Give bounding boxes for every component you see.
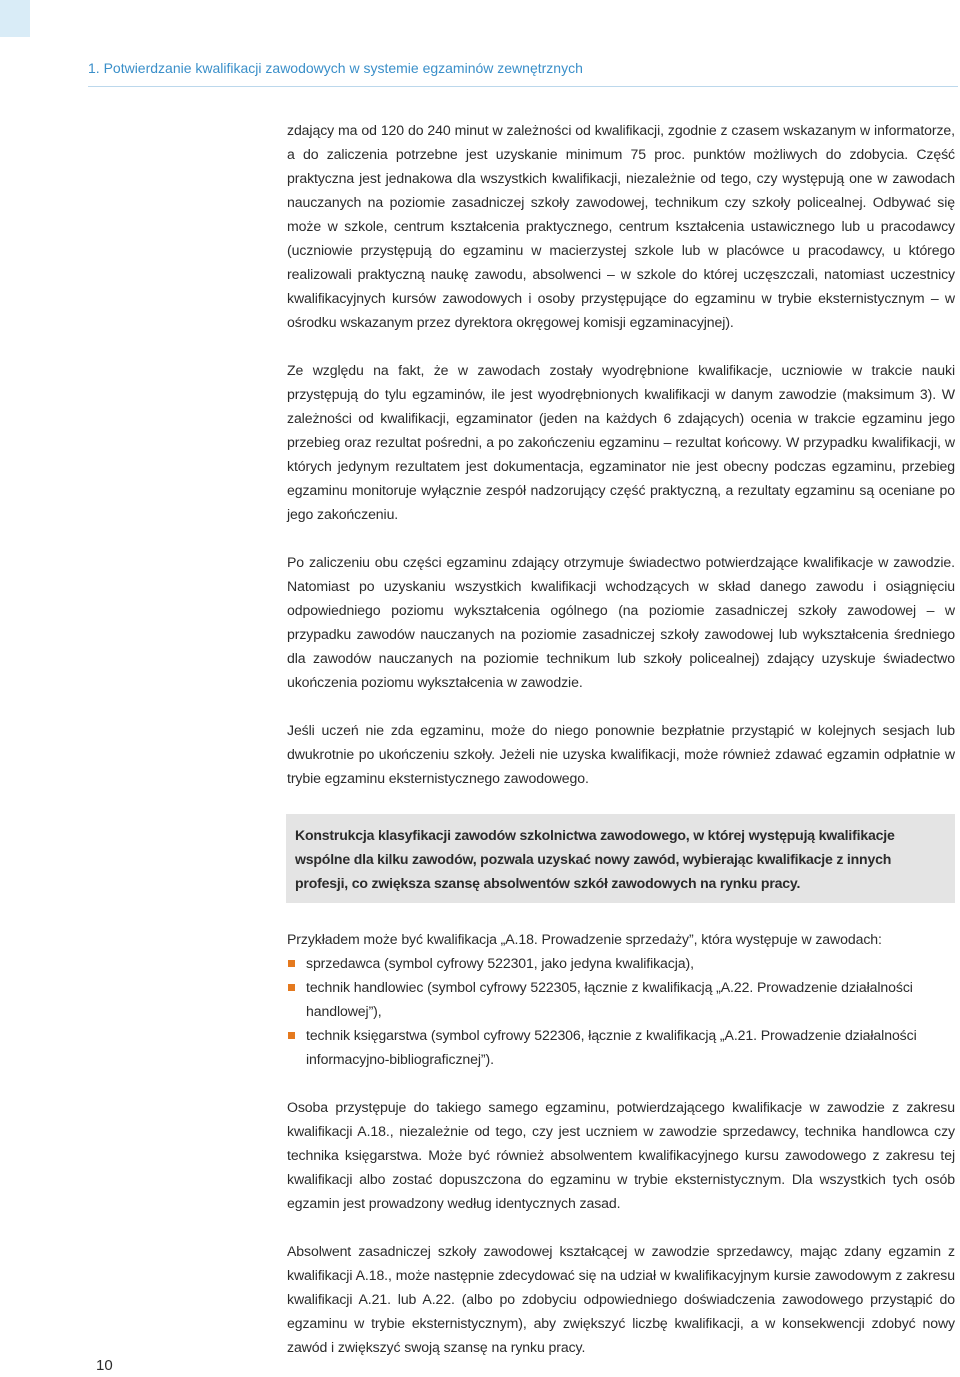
list-item: sprzedawca (symbol cyfrowy 522301, jako jedyna kwalifikacja), [287, 951, 955, 975]
paragraph-graduate: Absolwent zasadniczej szkoły zawodowej kształcącej w zawodzie sprzedawcy, mając zdany egzamin z kwalifikacji A.18., może następnie zdecydować się na udział w kwalifikacyjnym kursie zawodowym z zakresu kwalifikacji A.21. lub A.22. (albo po zdobyciu odpowiedniego doświadczenia zawodowego przystąpić do egzaminu w trybie eksternistycznym), aby zwiększyć liczbę kwalifikacji, a w konsekwencji zdobyć nowy zawód i zwiększyć swoją szansę na rynku pracy. [287, 1243, 955, 1355]
highlight-text: Konstrukcja klasyfikacji zawodów szkolnictwa zawodowego, w której występują kwalifikacje wspólne dla kilku zawodów, pozwala uzyskać nowy zawód, wybierając kwalifikacje z innych profesji, co zwiększa szansę absolwentów szkół zawodowych na rynku pracy. [295, 827, 895, 891]
page-number: 10 [96, 1357, 113, 1374]
paragraph-retake: Jeśli uczeń nie zda egzaminu, może do niego ponownie bezpłatnie przystąpić w kolejnych sesjach lub dwukrotnie po ukończeniu szkoły. Jeżeli nie uzyska kwalifikacji, może również zdawać egzamin odpłatnie w trybie egzaminu eksternistycznego zawodowego. [287, 722, 955, 786]
paragraph-certificate: Po zaliczeniu obu części egzaminu zdający otrzymuje świadectwo potwierdzające kwalifikacje w zawodzie. Natomiast po uzyskaniu wszystkich kwalifikacji wchodzących w skład danego zawodu i osiągnięciu odpowiedniego poziomu wykształcenia ogólnego (na poziomie zasadniczej szkoły zawodowej – w przypadku zawodów nauczanych na poziomie zasadniczej szkoły zawodowej lub wykształcenia średniego dla zawodów nauczanych na poziomie technikum lub szkoły policealnej) zdający uzyskuje świadectwo ukończenia poziomu wykształcenia w zawodzie. [287, 554, 955, 690]
corner-decoration [0, 0, 30, 37]
chapter-title: 1. Potwierdzanie kwalifikacji zawodowych w systemie egzaminów zewnętrznych [88, 60, 583, 76]
highlight-box [286, 814, 955, 903]
header-divider [88, 86, 958, 87]
main-content [287, 118, 955, 1359]
bullet-square-icon [288, 960, 295, 967]
list-item: technik księgarstwa (symbol cyfrowy 522306, łącznie z kwalifikacją „A.21. Prowadzenie działalności informacyjno-bibliograficznej”). [287, 1023, 955, 1071]
bullet-square-icon [288, 1032, 295, 1039]
paragraph-same-exam: Osoba przystępuje do takiego samego egzaminu, potwierdzającego kwalifikacje w zawodzie z zakresu kwalifikacji A.18., niezależnie od tego, czy jest uczniem w zawodzie sprzedawcy, technika handlowca czy technika księgarstwa. Może być również absolwentem kwalifikacyjnego kursu zawodowego z zakresu tej kwalifikacji albo zostać dopuszczona do egzaminu w trybie eksternistycznym. Dla wszystkich tych osób egzamin jest prowadzony według identycznych zasad. [287, 1099, 955, 1211]
profession-list [287, 951, 955, 1071]
bullet-square-icon [288, 984, 295, 991]
paragraph-example-intro: Przykładem może być kwalifikacja „A.18. Prowadzenie sprzedaży”, która występuje w zawodach: [287, 931, 882, 947]
paragraph-qualifications-count: Ze względu na fakt, że w zawodach zostały wyodrębnione kwalifikacje, uczniowie w trakcie nauki przystępują do tylu egzaminów, ile jest wyodrębnionych kwalifikacji w danym zawodzie (maksimum 3). W zależności od kwalifikacji, egzaminator (jeden na każdych 6 zdających) ocenia w trakcie egzaminu jego przebieg oraz rezultat pośredni, a po zakończeniu egzaminu – rezultat końcowy. W przypadku kwalifikacji, w których jedynym rezultatem jest dokumentacja, egzaminator nie jest obecny podczas egzaminu, przebieg egzaminu monitoruje wyłącznie zespół nadzorujący część praktyczną, a rezultaty egzaminu są oceniane po jego zakończeniu. [287, 362, 955, 522]
paragraph-exam-duration: zdający ma od 120 do 240 minut w zależności od kwalifikacji, zgodnie z czasem wskazanym w informatorze, a do zaliczenia potrzebne jest uzyskanie minimum 75 proc. punktów możliwych do zdobycia. Część praktyczna jest jednakowa dla wszystkich kwalifikacji, niezależnie od tego, czy występują one w zawodach nauczanych na poziomie zasadniczej szkoły zawodowej, technikum czy szkoły policealnej. Odbywać się może w szkole, centrum kształcenia praktycznego, centrum kształcenia ustawicznego lub u pracodawcy (uczniowie przystępują do egzaminu w macierzystej szkole lub w placówce u pracodawcy, u którego realizowali praktyczną naukę zawodu, absolwenci – w szkole do której uczęszczali, natomiast uczestnicy kwalifikacyjnych kursów zawodowych i osoby przystępujące do egzaminu w trybie eksternistycznym – w ośrodku wskazanym przez dyrektora okręgowej komisji egzaminacyjnej). [287, 122, 955, 330]
list-item: technik handlowiec (symbol cyfrowy 522305, łącznie z kwalifikacją „A.22. Prowadzenie działalności handlowej”), [287, 975, 955, 1023]
